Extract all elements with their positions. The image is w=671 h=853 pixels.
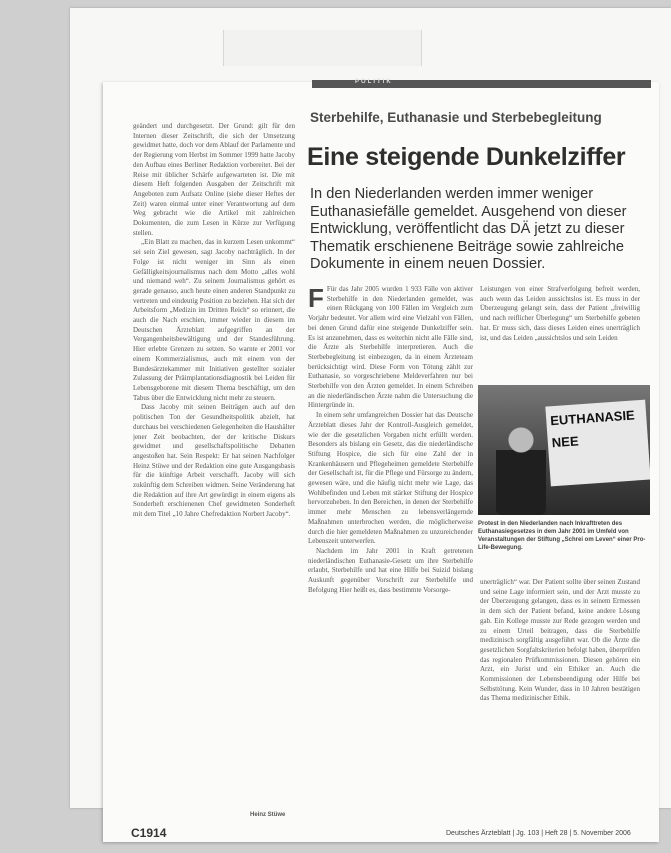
column-4-paragraph: unerträglich“ war. Der Patient sollte über seinen Zustand und seine Lage informiert sein, und der Arzt musste zu der Überzeugung gelangen, dass es in seinem Ermessen in dem sich der Patient befand, keine andere Lösung gab. Ein Kollege musste zur Rede gezogen werden und zu einem Urteil beitragen, dass die Sterbehilfe medizinisch sorgfältig ausgeführt war. Ob die Ärzte die gesetzlichen Sorgfaltskriterien befolgt haben, überprüfen das regionalen Prüfkommissionen. Diesen gehören ein Arzt, ein Jurist und ein Ethiker an. Auch die Kommissionen der Lebensbeendigung oder Hilfe bei Selbsttötung. Kein Wunder, dass in 10 Jahren bestätigen das Thema medizinischer Ethik.: [480, 578, 640, 703]
article-lead: In den Niederlanden werden immer weniger Euthanasiefälle gemeldet. Ausgehend von dieser Entwicklung, veröffentlicht das DÄ jetzt zu dieser Thematik erschienene Beiträge sowie zahlreiche Dokumente in einem neuen Dossier.: [310, 186, 627, 272]
column-1-paragraph: Dass Jacoby mit seinen Beiträgen auch auf den politischen Ton der Gesundheitspolitik abzielt, hat durchaus bei verschiedenen Gelegenheiten die Haushälter jener Zeit beobachten, der der kritische Diskurs gewidmet und gesellschaftspolitische Debatten angestoßen hat. Sein Respekt: Er hat seinen Nachfolger Heinz Stüwe und der Redaktion eine gute Ausgangsbasis für die künftige Arbeit verschafft. Jacoby will sich zukünftig dem Schreiben widmen. Seine Veränderung hat die Redaktion auf ihre Art gewürdigt in einem eigens als Sonderheft erschienenen Chef gewidmeten Sonderheft mit dem Titel „10 Jahre Chefredaktion Norbert Jacoby“.: [133, 403, 295, 519]
author-signature: Heinz Stüwe: [250, 812, 286, 818]
protest-sign: EUTHANASIE NEE: [545, 400, 650, 487]
protester-figure: [496, 415, 546, 515]
column-2-paragraph: In einem sehr umfangreichen Dossier hat das Deutsche Ärzteblatt dieses Jahr der Kontroll-Ausgleich gemeldet, wie der die gesetzlichen Vorgaben nicht erfüllt werden. Besonders als bislang ein Gesetz, das die niederländische Stiftung Hospice, die sich für eine Zahl der in Krankenhäusern und Pflegeheimen gemeldete Sterbehilfe der Gesellschaft ist, für die Pflege und Fürsorge zu ändern, gewesen wäre, und die häufig nicht mehr wie Lage, das Wohlbefinden und Leben mit stärker Stiftung der Hospice hervorzuheben. In den Bereichen, in denen der Sterbehilfe immer mehr Menschen zu lebensverlängernde Maßnahmen unterbrochen werden, die möglicherweise durch die hier gemeldeten Maßnahmen zu unzureichender Lebenszeit unterwerfen.: [308, 411, 473, 546]
column-2-paragraph: [308, 285, 473, 411]
journal-footer: Deutsches Ärzteblatt | Jg. 103 | Heft 28 | 5. November 2006: [446, 830, 631, 837]
article-headline: Eine steigende Dunkelziffer: [307, 143, 626, 171]
column-3: [480, 285, 640, 385]
column-2-paragraph: Nachdem im Jahr 2001 in Kraft getretenen niederländischen Euthanasie-Gesetz um ihre Sterbehilfe erlaubt, Sterbehilfe und hat eine Hilfe bei Suizid bislang Auskunft gegenüber Vorschrift zur Sterbehilfe und Befolgung Hier heißt es, dass bestimmte Vorsorge-: [308, 546, 473, 594]
column-4: [480, 578, 640, 778]
column-1-paragraph: geändert und durchgesetzt. Der Grund: gilt für den Internen dieser Zeitschrift, die sich der Umsetzung gewidmet hatte, doch vor dem Ablauf der Parlamente und der Regierung vom Herbst im Sommer 1999 hatte Jacoby den Aufbau eines Berliner Redaktion vorbereitet. Bei der Reise mit üblicher Schärfe aufgewarteten ist. Die mit diesem Heft folgenden Ausgaben der Zeitschrift mit Angeboten zum Aufsatz Online (siehe dieser Heftes der Zeit) waren einmal unter einer Verantwortung auf dem Weg gebracht wie die Artikel mit zahlreichen Dokumenten, die zum Lesen in Kürze zur Verfügung stellen.: [133, 122, 295, 237]
photo-caption: Protest in den Niederlanden nach Inkrafttreten des Euthanasiegesetzes in dem Jahr 2001 im Umfeld von Veranstaltungen der Stiftung „Schrei om Leven“ einer Pro-Life-Bewegung.: [478, 521, 646, 551]
paper-tab: [223, 30, 422, 66]
column-1-paragraph: „Ein Blatt zu machen, das in kurzem Lesen unkommt“ sei sein Ziel gewesen, sagt Jacoby nachträglich. In der Folge ist nicht weniger im Sinn als einen Gefälligkeitsjournalismus nach dem Motto „alles wohl und niemand weh“. Zu seinem Journalismus gehört es gerade genauso, auch heute einen anderen Standpunkt zu vertreten und eindeutig Position zu beziehen. Hat sich der Arbeitsform „Medizin im Dritten Reich“ so erinnert, die auch die Nach erschien, immer wieder in diesem im Deutschen Ärzteblatt aufgegriffen an der Vergangenheitsbewältigung und der Standesführung. Hier erlebte Grenzen zu setzen. So warnte er 2001 vor einem Kommerzialismus, auch mit einem von der Bundesärztekammer mit Initiativen gestellter sozialer Zulassung der Präimplantationsdiagnostik bei Leiden für Lebensgeborene mit diesem Thema beschäftigt, um den Tabus über die Entwicklung nicht mehr zu steuern.: [133, 238, 295, 402]
column-3-paragraph: Leistungen von einer Strafverfolgung befreit werden, auch wenn das Leiden aussichtslos ist. Es muss in der Überzeugung gelangt sein, dass der Patient „freiwillig und nach reiflicher Überlegung“ um Sterbehilfe gebeten hat. Er muss sich, dass dieses Leiden eines unerträglich ist, und das Leiden „aussichtslos und sein Leiden: [480, 285, 640, 342]
column-2-text: Für das Jahr 2005 wurden 1 933 Fälle von aktiver Sterbehilfe in den Niederlanden gemeldet, was einen Rückgang von 100 Fällen im Vergleich zum Vorjahr bedeutet. Vor allem wird eine Vielzahl von Fällen, bei denen Grund dafür eine steigende Dunkelziffer sein. Es ist anzunehmen, dass es weiterhin nicht alle Fälle sind, die Ärzte als Sterbehilfe interpretieren. Auch die Sterbebegleitung ist einbezogen, da in einem Ärzteteam berücksichtigt wird. Diese Form von Tötung zählt zur Euthanasie, so vorgeschriebene Meldeverfahren nur bei Sterbehilfe von den Ärzten gemeldet. In einem Schreiben an die niederländischen Ärzte nahm die Untersuchung die Hintergründe in.: [308, 285, 473, 410]
drop-cap: F: [308, 285, 324, 313]
column-2: [308, 285, 473, 775]
column-1: [133, 122, 295, 822]
section-label: POLITIK: [355, 79, 393, 85]
article-kicker: Sterbehilfe, Euthanasie und Sterbebegleitung: [310, 110, 602, 125]
protest-photo: [478, 385, 650, 515]
page-number: C1914: [131, 826, 167, 840]
